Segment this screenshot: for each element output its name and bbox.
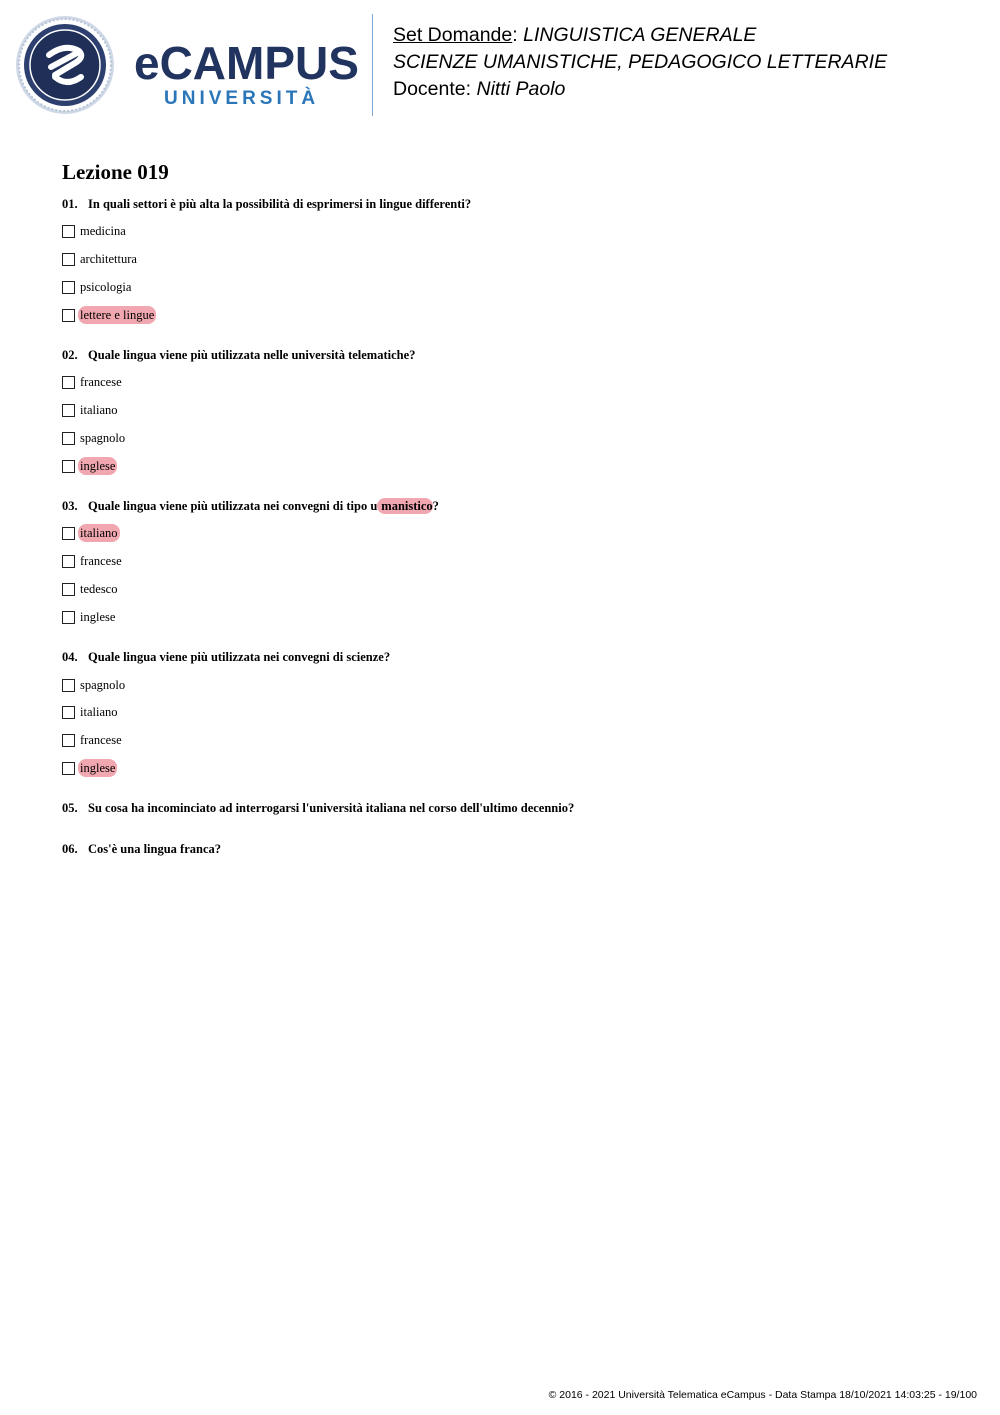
question-number: 06. — [62, 842, 78, 856]
option-label: francese — [80, 733, 122, 747]
question-number: 02. — [62, 348, 78, 362]
option-label: architettura — [80, 252, 137, 266]
option-label: spagnolo — [80, 431, 126, 445]
option-label-highlighted: lettere e lingue — [80, 308, 155, 322]
option-row[interactable] — [62, 731, 124, 749]
option-row[interactable] — [62, 580, 119, 598]
option-checkbox[interactable] — [62, 734, 75, 747]
question-01 — [62, 197, 471, 212]
question-text: Quale lingua viene più utilizzata nei convegni di scienze? — [88, 650, 391, 664]
question-number: 03. — [62, 499, 78, 513]
course-info — [393, 22, 887, 103]
option-row[interactable] — [62, 552, 124, 570]
option-row[interactable] — [62, 608, 117, 626]
option-label: francese — [80, 375, 122, 389]
option-checkbox[interactable] — [62, 679, 75, 692]
teacher-label: Docente: — [393, 78, 472, 100]
question-text-highlighted: manistico — [377, 498, 432, 514]
option-label-highlighted: inglese — [80, 459, 116, 473]
question-03 — [62, 499, 439, 514]
option-row[interactable] — [62, 676, 127, 694]
question-number: 04. — [62, 650, 78, 664]
faculty-name: SCIENZE UMANISTICHE, PEDAGOGICO LETTERARIE — [393, 51, 888, 73]
option-row[interactable] — [62, 222, 128, 240]
page-header — [0, 0, 1000, 130]
option-row[interactable] — [62, 278, 133, 296]
option-row[interactable] — [62, 401, 120, 419]
option-checkbox[interactable] — [62, 404, 75, 417]
header-divider — [372, 14, 373, 116]
option-checkbox[interactable] — [62, 253, 75, 266]
question-text: In quali settori è più alta la possibilità di esprimersi in lingue differenti? — [88, 197, 472, 211]
question-text-end: ? — [432, 499, 439, 513]
option-label: psicologia — [80, 280, 132, 294]
option-label: italiano — [80, 705, 118, 719]
ecampus-wordmark: eCAMPUS — [134, 37, 359, 89]
question-text: Cos'è una lingua franca? — [88, 842, 222, 856]
option-row[interactable] — [62, 524, 120, 542]
question-04 — [62, 650, 390, 665]
page-footer: © 2016 - 2021 Università Telematica eCampus - Data Stampa 18/10/2021 14:03:25 - 19/100 — [548, 1389, 977, 1401]
option-label: inglese — [80, 610, 116, 624]
question-text: Quale lingua viene più utilizzata nelle università telematiche? — [88, 348, 416, 362]
option-row[interactable] — [62, 373, 124, 391]
question-02 — [62, 348, 415, 363]
option-checkbox[interactable] — [62, 583, 75, 596]
lesson-title: Lezione 019 — [62, 160, 169, 184]
option-row[interactable] — [62, 250, 139, 268]
option-checkbox[interactable] — [62, 225, 75, 238]
question-number: 01. — [62, 197, 78, 211]
option-checkbox[interactable] — [62, 432, 75, 445]
option-checkbox[interactable] — [62, 762, 75, 775]
option-label: tedesco — [80, 582, 118, 596]
universita-wordmark: UNIVERSITÀ — [164, 88, 320, 109]
question-05 — [62, 801, 574, 816]
option-checkbox[interactable] — [62, 281, 75, 294]
set-label: Set Domande — [393, 24, 513, 46]
option-checkbox[interactable] — [62, 555, 75, 568]
teacher-name: Nitti Paolo — [476, 78, 566, 100]
option-checkbox[interactable] — [62, 706, 75, 719]
option-checkbox[interactable] — [62, 611, 75, 624]
question-number: 05. — [62, 801, 78, 815]
option-row[interactable] — [62, 306, 156, 324]
option-row[interactable] — [62, 429, 127, 447]
option-label: medicina — [80, 224, 126, 238]
course-name: LINGUISTICA GENERALE — [523, 24, 757, 46]
faculty-line — [393, 49, 887, 76]
option-row[interactable] — [62, 703, 120, 721]
option-checkbox[interactable] — [62, 376, 75, 389]
teacher-line — [393, 76, 887, 103]
ecampus-seal-logo — [15, 15, 115, 115]
option-label: francese — [80, 554, 122, 568]
question-text: Su cosa ha incominciato ad interrogarsi l'università italiana nel corso dell'ultimo decennio? — [88, 801, 575, 815]
option-checkbox[interactable] — [62, 460, 75, 473]
option-row[interactable] — [62, 759, 117, 777]
option-checkbox[interactable] — [62, 527, 75, 540]
option-label: italiano — [80, 403, 118, 417]
question-06 — [62, 842, 221, 857]
option-row[interactable] — [62, 457, 117, 475]
question-text: Quale lingua viene più utilizzata nei convegni di tipo u — [88, 499, 378, 513]
option-label: spagnolo — [80, 678, 126, 692]
option-checkbox[interactable] — [62, 309, 75, 322]
option-label-highlighted: italiano — [80, 526, 118, 540]
option-label-highlighted: inglese — [80, 761, 116, 775]
course-line: Set Domande: LINGUISTICA GENERALE — [393, 24, 757, 46]
